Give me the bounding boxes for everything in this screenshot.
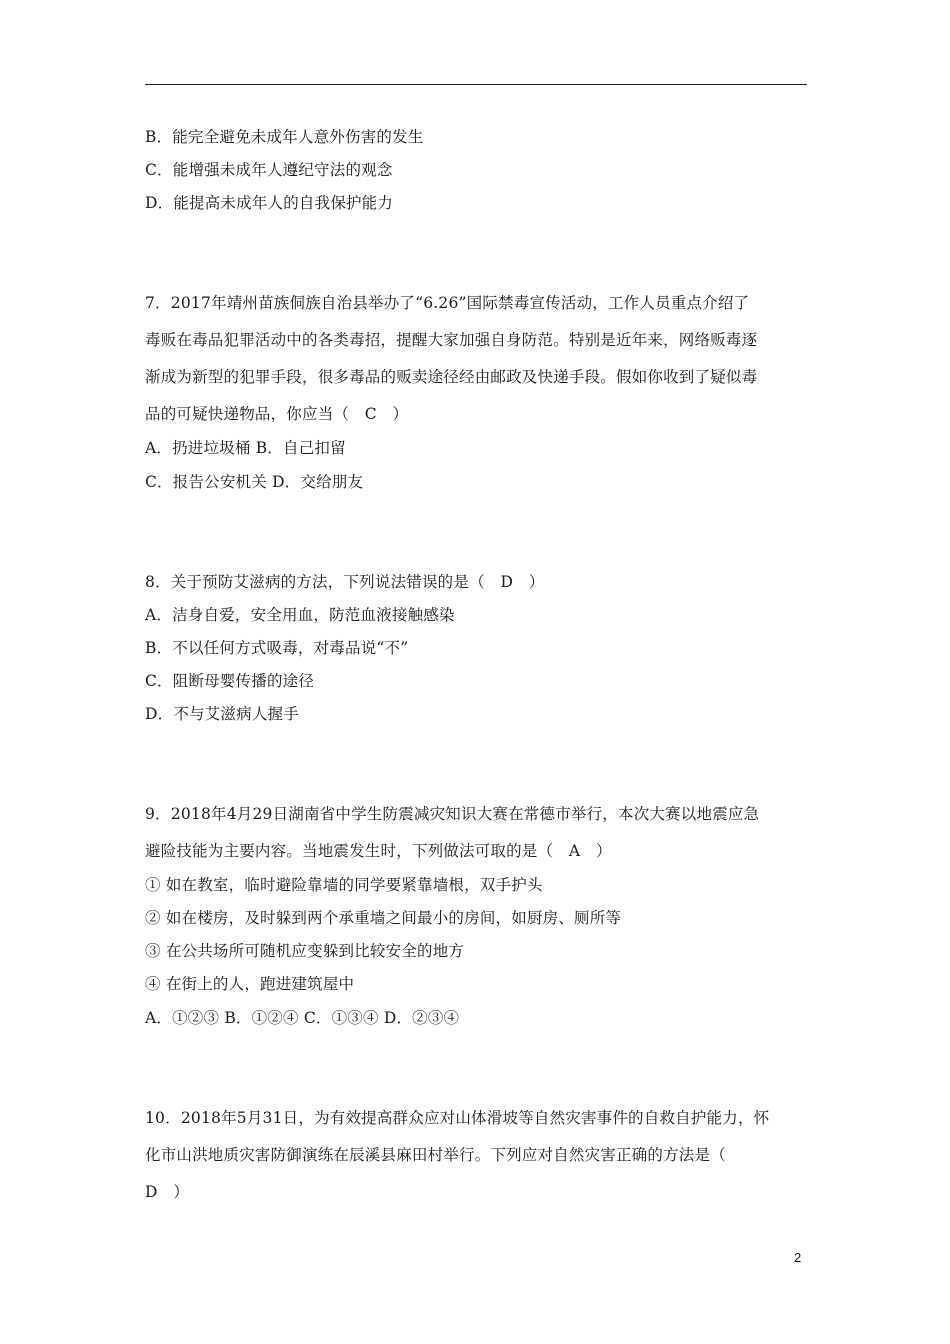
q9-statement-2: ② 如在楼房，及时躲到两个承重墙之间最小的房间，如厨房、厕所等 [145, 909, 622, 927]
q6-option-d: D．能提高未成年人的自我保护能力 [145, 194, 394, 212]
header-rule [145, 84, 807, 85]
q9-statement-4: ④ 在街上的人，跑进建筑屋中 [145, 975, 355, 993]
q10-stem-line-2: 化市山洪地质灾害防御演练在辰溪县麻田村举行。下列应对自然灾害正确的方法是（ [145, 1146, 726, 1164]
q7-stem-line-1: 7．2017年靖州苗族侗族自治县举办了“6.26”国际禁毒宣传活动，工作人员重点介绍了 [145, 294, 750, 312]
q9-statement-3: ③ 在公共场所可随机应变躲到比较安全的地方 [145, 942, 465, 960]
q7-stem-line-4: 品的可疑快递物品，你应当（ C ） [145, 405, 409, 423]
q10-stem-line-3: D ） [145, 1183, 190, 1201]
page-number: 2 [794, 1250, 802, 1265]
q6-option-c: C．能增强未成年人遵纪守法的观念 [145, 161, 393, 179]
q8-option-c: C．阻断母婴传播的途径 [145, 672, 315, 690]
q8-option-b: B．不以任何方式吸毒，对毒品说“不” [145, 639, 409, 657]
q8-option-a: A．洁身自爱，安全用血，防范血液接触感染 [145, 606, 455, 624]
q7-options-ab: A．扔进垃圾桶 B．自己扣留 [145, 439, 346, 457]
q9-stem-line-2: 避险技能为主要内容。当地震发生时，下列做法可取的是（ A ） [145, 842, 612, 860]
q6-option-b: B．能完全避免未成年人意外伤害的发生 [145, 128, 424, 146]
q9-statement-1: ① 如在教室，临时避险靠墙的同学要紧靠墙根，双手护头 [145, 876, 543, 894]
q8-stem: 8．关于预防艾滋病的方法，下列说法错误的是（ D ） [145, 573, 545, 591]
q8-option-d: D．不与艾滋病人握手 [145, 705, 299, 723]
q10-stem-line-1: 10．2018年5月31日，为有效提高群众应对山体滑坡等自然灾害事件的自救自护能力，怀 [145, 1109, 770, 1127]
q7-stem-line-2: 毒贩在毒品犯罪活动中的各类毒招，提醒大家加强自身防范。特别是近年来，网络贩毒逐 [145, 331, 758, 349]
q9-stem-line-1: 9．2018年4月29日湖南省中学生防震减灾知识大赛在常德市举行，本次大赛以地震应急 [145, 805, 760, 823]
q7-options-cd: C．报告公安机关 D．交给朋友 [145, 473, 364, 491]
q7-stem-line-3: 渐成为新型的犯罪手段，很多毒品的贩卖途径经由邮政及快递手段。假如你收到了疑似毒 [145, 368, 758, 386]
q9-options: A．①②③ B．①②④ C．①③④ D．②③④ [145, 1009, 460, 1027]
